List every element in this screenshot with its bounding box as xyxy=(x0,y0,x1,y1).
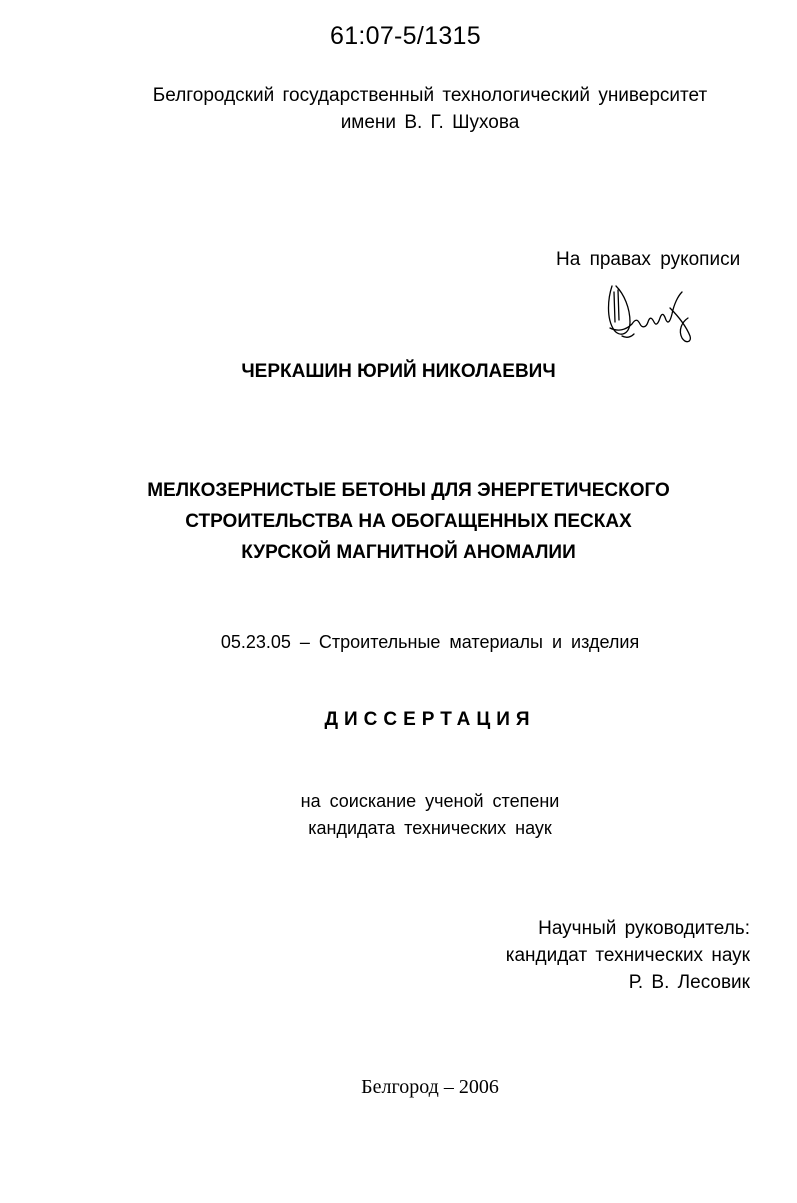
signature-icon xyxy=(600,278,700,346)
supervisor-name: Р. В. Лесовик xyxy=(628,972,750,993)
document-type: ДИССЕРТАЦИЯ xyxy=(324,709,536,730)
archive-stamp: 61:07-5/1315 xyxy=(330,22,481,50)
specialty-code: 05.23.05 – Строительные материалы и изделия xyxy=(220,632,640,652)
degree-line-1: на соискание ученой степени xyxy=(300,791,560,811)
university-line-2: имени В. Г. Шухова xyxy=(340,112,520,133)
university-line-1: Белгородский государственный технологический университет xyxy=(152,85,708,106)
title-line-2: СТРОИТЕЛЬСТВА НА ОБОГАЩЕННЫХ ПЕСКАХ xyxy=(185,511,632,532)
city-year: Белгород – 2006 xyxy=(361,1076,499,1098)
author-name: ЧЕРКАШИН ЮРИЙ НИКОЛАЕВИЧ xyxy=(241,361,556,382)
title-line-3: КУРСКОЙ МАГНИТНОЙ АНОМАЛИИ xyxy=(241,542,576,563)
dissertation-title xyxy=(60,475,757,568)
title-line-1: МЕЛКОЗЕРНИСТЫЕ БЕТОНЫ ДЛЯ ЭНЕРГЕТИЧЕСКОГО xyxy=(147,480,670,501)
manuscript-note: На правах рукописи xyxy=(556,249,741,270)
supervisor-degree: кандидат технических наук xyxy=(505,945,750,966)
degree-line-2: кандидата технических наук xyxy=(308,818,552,838)
supervisor-block xyxy=(470,915,750,996)
supervisor-label: Научный руководитель: xyxy=(538,918,750,939)
degree-sought xyxy=(0,788,797,842)
university-name xyxy=(80,82,780,136)
